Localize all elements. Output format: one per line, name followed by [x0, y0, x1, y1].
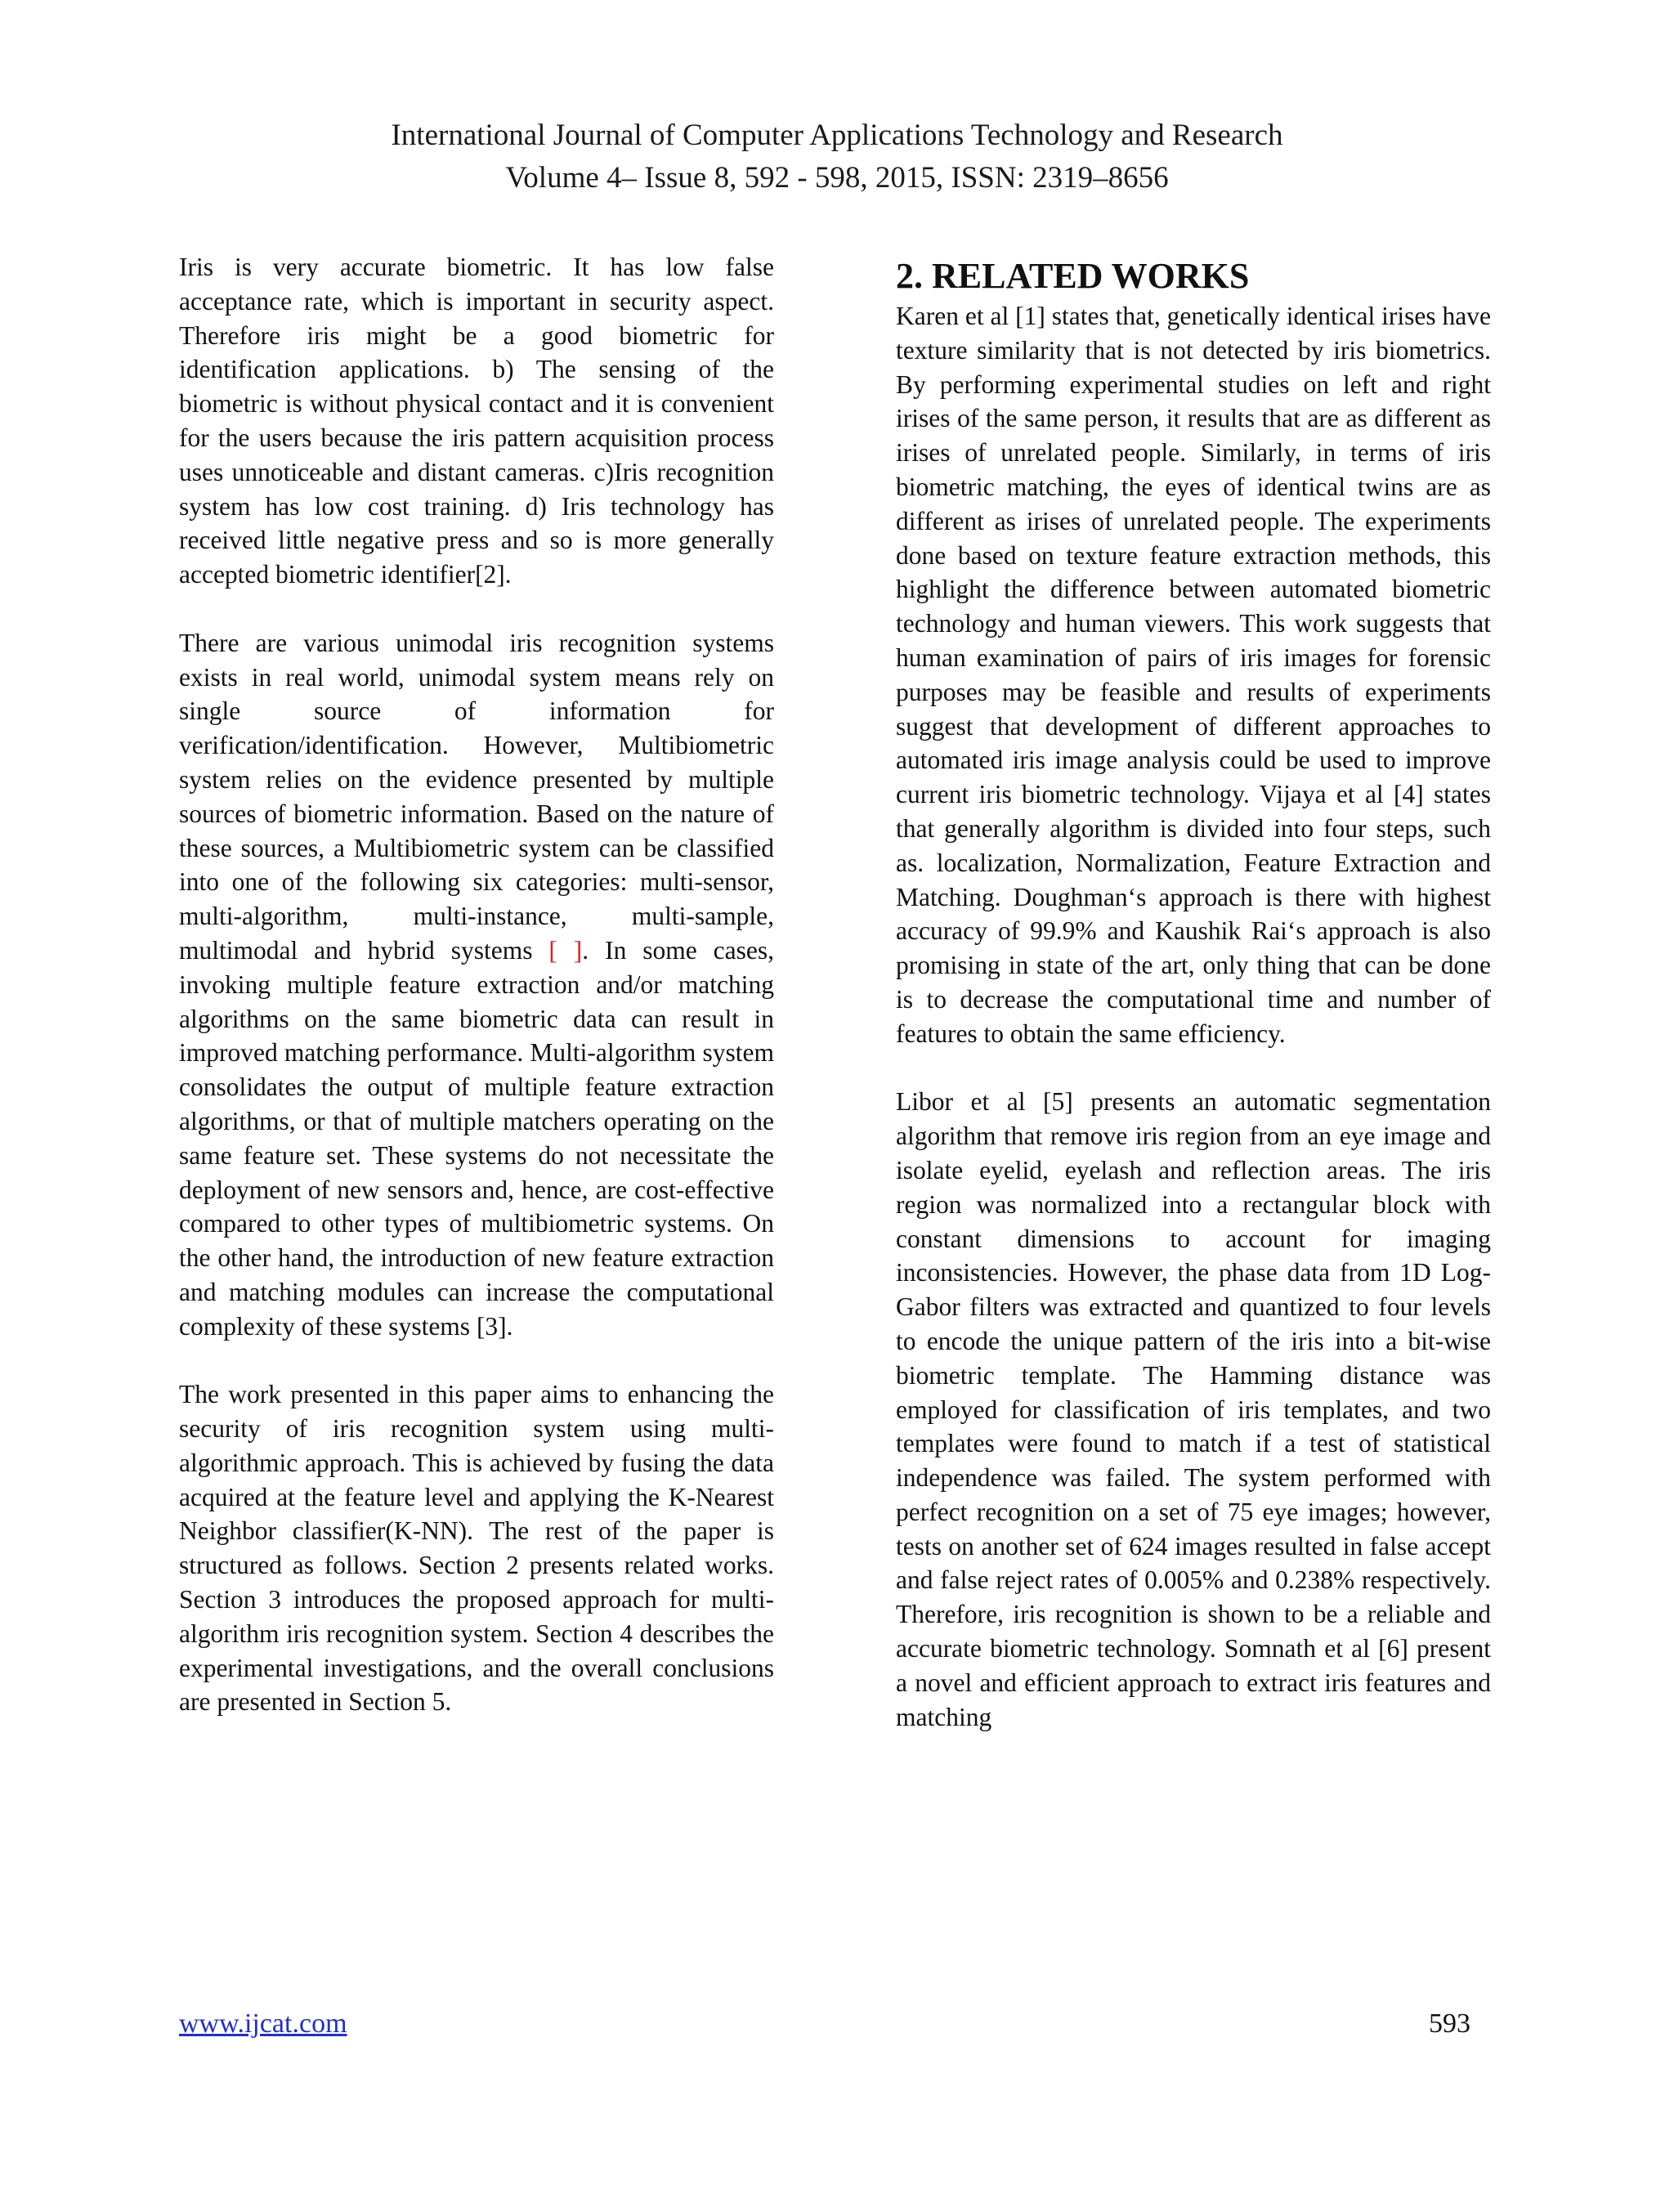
paragraph: The work presented in this paper aims to enhancing the security of iris recognition system using multi-algorithmic approach. This is achieved by fusing the data acquired at the feature level and applying the K-Nearest Neighbor classifier(K-NN). The rest of the paper is structured as follows. Section 2 presents related works. Section 3 introduces the proposed approach for multi-algorithm iris recognition system. Section 4 describes the experimental investigations, and the overall conclusions are presented in Section 5.: [179, 1380, 774, 1717]
paragraph-text: . In some cases, invoking multiple feature extraction and/or matching algorithms on the same biometric data can result in improved matching performance. Multi-algorithm system consolidates the output of multiple feature extraction algorithms, or that of multiple matchers operating on the same feature set. These systems do not necessitate the deployment of new sensors and, hence, are cost-effective compared to other types of multibiometric systems. On the other hand, the introduction of new feature extraction and matching modules can increase the computational complexity of these systems [3].: [179, 935, 774, 1341]
paragraph: Libor et al [5] presents an automatic segmentation algorithm that remove iris region from an eye image and isolate eyelid, eyelash and reflection areas. The iris region was normalized into a rectangular block with constant dimensions to account for imaging inconsistencies. However, the phase data from 1D Log-Gabor filters was extracted and quantized to four levels to encode the unique pattern of the iris into a bit-wise biometric template. The Hamming distance was employed for classification of iris templates, and two templates were found to match if a test of statistical independence was failed. The system performed with perfect recognition on a set of 75 eye images; however, tests on another set of 624 images resulted in false accept and false reject rates of 0.005% and 0.238% respectively. Therefore, iris recognition is shown to be a reliable and accurate biometric technology. Somnath et al [6] present a novel and efficient approach to extract iris features and matching: [896, 1087, 1491, 1731]
paragraph-text: There are various unimodal iris recognition systems exists in real world, unimodal system means rely on single source of information for verification/identification. However, Multibiometric system relies on the evidence presented by multiple sources of biometric information. Based on the nature of these sources, a Multibiometric system can be classified into one of the following six categories: multi-sensor, multi-algorithm, multi-instance, multi-sample, multimodal and hybrid systems: [179, 628, 774, 965]
section-heading: 2. RELATED WORKS: [896, 256, 1250, 296]
left-column: [179, 250, 774, 1753]
journal-title: International Journal of Computer Applications Technology and Research: [391, 119, 1283, 152]
paragraph: Karen et al [1] states that, genetically identical irises have texture similarity that is not detected by iris biometrics. By performing experimental studies on left and right irises of the same person, it results that are as different as irises of unrelated people. Similarly, in terms of iris biometric matching, the eyes of identical twins are as different as irises of unrelated people. The experiments done based on texture feature extraction methods, this highlight the difference between automated biometric technology and human viewers. This work suggests that human examination of pairs of iris images for forensic purposes may be feasible and results of experiments suggest that development of different approaches to automated iris image analysis could be used to improve current iris biometric technology. Vijaya et al [4] states that generally algorithm is divided into four steps, such as. localization, Normalization, Feature Extraction and Matching. Doughman‘s approach is there with highest accuracy of 99.9% and Kaushik Rai‘s approach is also promising in state of the art, only thing that can be done is to decrease the computational time and number of features to obtain the same efficiency.: [896, 302, 1491, 1048]
website-link[interactable]: www.ijcat.com: [179, 2008, 347, 2039]
right-column: [896, 250, 1491, 1768]
paragraph: [179, 626, 774, 1344]
citation-placeholder: [ ]: [548, 935, 583, 965]
paragraph: Iris is very accurate biometric. It has low false acceptance rate, which is important in security aspect. Therefore iris might be a good biometric for identification applications. b) The sensing of the biometric is without physical contact and it is convenient for the users because the iris pattern acquisition process uses unnoticeable and distant cameras. c)Iris recognition system has low cost training. d) Iris technology has received little negative press and so is more generally accepted biometric identifier[2].: [179, 253, 774, 589]
journal-header: [0, 114, 1674, 199]
journal-volume-issue: Volume 4– Issue 8, 592 - 598, 2015, ISSN: 2319–8656: [505, 161, 1169, 195]
page-number: 593: [1429, 2008, 1470, 2039]
